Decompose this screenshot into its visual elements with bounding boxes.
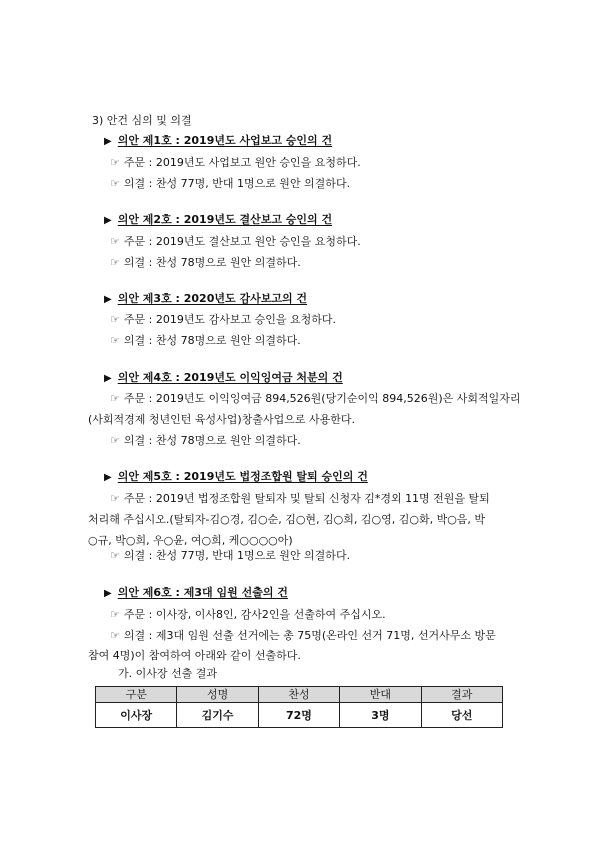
agenda-1-order-text: 주문 : 2019년도 사업보고 원안 승인을 요청하다. — [123, 156, 361, 169]
pointing-hand-icon: ☞ — [110, 434, 120, 447]
pointing-hand-icon: ☞ — [110, 549, 120, 562]
agenda-5-order-continued-2: ○규, 박○희, 우○윤, 여○희, 케○○○○아) — [88, 534, 293, 547]
agenda-2-heading-text: 의안 제2호 : 2019년도 결산보고 승인의 건 — [117, 213, 333, 226]
table-header-cell: 반대 — [340, 687, 421, 703]
table-header-cell: 결과 — [421, 687, 502, 703]
table-cell: 김기수 — [177, 703, 258, 728]
agenda-1-heading-text: 의안 제1호 : 2019년도 사업보고 승인의 건 — [117, 134, 333, 147]
agenda-1-heading — [104, 135, 332, 147]
agenda-5-resolution-text: 의결 : 찬성 77명, 반대 1명으로 원안 의결하다. — [123, 549, 351, 562]
agenda-3-order-text: 주문 : 2019년도 감사보고 승인을 요청하다. — [123, 313, 336, 326]
agenda-3-heading — [104, 293, 307, 305]
table-header-cell: 성명 — [177, 687, 258, 703]
table-header-cell: 구분 — [96, 687, 177, 703]
triangle-bullet-icon: ▶ — [104, 136, 112, 147]
agenda-6-resolution-continued: 참여 4명)이 참여하여 아래와 같이 선출하다. — [88, 649, 301, 662]
agenda-2-order-text: 주문 : 2019년도 결산보고 원안 승인을 요청하다. — [123, 235, 361, 248]
agenda-6-resolution-text: 의결 : 제3대 임원 선출 선거에는 총 75명(온라인 선거 71명, 선거사무소 방문 — [123, 629, 496, 642]
triangle-bullet-icon: ▶ — [104, 588, 112, 599]
pointing-hand-icon: ☞ — [110, 235, 120, 248]
agenda-6-heading-text: 의안 제6호 : 제3대 임원 선출의 건 — [117, 586, 288, 599]
agenda-5-heading — [104, 471, 368, 483]
pointing-hand-icon: ☞ — [110, 177, 120, 190]
agenda-4-order-text: 주문 : 2019년도 이익잉여금 894,526원(당기순이익 894,526원)은 사회적일자리 — [123, 392, 521, 405]
agenda-4-heading — [104, 372, 343, 384]
pointing-hand-icon: ☞ — [110, 313, 120, 326]
pointing-hand-icon: ☞ — [110, 492, 120, 505]
agenda-4-order — [110, 393, 521, 404]
agenda-3-resolution-text: 의결 : 찬성 78명으로 원안 의결하다. — [123, 334, 301, 347]
agenda-4-heading-text: 의안 제4호 : 2019년도 이익잉여금 처분의 건 — [117, 371, 343, 384]
agenda-1-order — [110, 157, 361, 168]
chairman-election-result-table — [95, 686, 503, 728]
agenda-5-order-continued-1: 처리해 주십시오.(탈퇴자-김○경, 김○순, 김○현, 김○희, 김○영, 김○화, 박○음, 박 — [88, 513, 486, 526]
agenda-4-resolution — [110, 435, 301, 446]
pointing-hand-icon: ☞ — [110, 256, 120, 269]
agenda-2-resolution-text: 의결 : 찬성 78명으로 원안 의결하다. — [123, 256, 301, 269]
agenda-4-order-continued: (사회적경제 청년인턴 육성사업)창출사업으로 사용한다. — [88, 413, 355, 426]
triangle-bullet-icon: ▶ — [104, 215, 112, 226]
pointing-hand-icon: ☞ — [110, 392, 120, 405]
table-header-cell: 찬성 — [258, 687, 339, 703]
section-title: 3) 안건 심의 및 의결 — [92, 114, 192, 127]
agenda-6-order-text: 주문 : 이사장, 이사8인, 감사2인을 선출하여 주십시오. — [123, 608, 386, 621]
agenda-2-resolution — [110, 257, 301, 268]
agenda-6-resolution — [110, 630, 496, 641]
chairman-result-subtitle: 가. 이사장 선출 결과 — [118, 667, 217, 680]
triangle-bullet-icon: ▶ — [104, 294, 112, 305]
agenda-3-heading-text: 의안 제3호 : 2020년도 감사보고의 건 — [117, 292, 308, 305]
agenda-6-order — [110, 609, 386, 620]
pointing-hand-icon: ☞ — [110, 608, 120, 621]
agenda-5-order — [110, 493, 490, 504]
pointing-hand-icon: ☞ — [110, 156, 120, 169]
agenda-1-resolution — [110, 178, 350, 189]
table-cell: 3명 — [340, 703, 421, 728]
triangle-bullet-icon: ▶ — [104, 373, 112, 384]
agenda-3-order — [110, 314, 336, 325]
table-header-row — [96, 687, 503, 703]
pointing-hand-icon: ☞ — [110, 334, 120, 347]
agenda-5-heading-text: 의안 제5호 : 2019년도 법정조합원 탈퇴 승인의 건 — [117, 470, 368, 483]
table-cell: 당선 — [421, 703, 502, 728]
table-cell: 이사장 — [96, 703, 177, 728]
agenda-3-resolution — [110, 335, 301, 346]
agenda-2-heading — [104, 214, 332, 226]
agenda-2-order — [110, 236, 361, 247]
agenda-4-resolution-text: 의결 : 찬성 78명으로 원안 의결하다. — [123, 434, 301, 447]
agenda-1-resolution-text: 의결 : 찬성 77명, 반대 1명으로 원안 의결하다. — [123, 177, 351, 190]
pointing-hand-icon: ☞ — [110, 629, 120, 642]
agenda-6-heading — [104, 587, 288, 599]
table-cell: 72명 — [258, 703, 339, 728]
agenda-5-order-text: 주문 : 2019년 법정조합원 탈퇴자 및 탈퇴 신청자 김*경외 11명 전원을 탈퇴 — [123, 492, 490, 505]
triangle-bullet-icon: ▶ — [104, 472, 112, 483]
agenda-5-resolution — [110, 550, 350, 561]
table-row — [96, 703, 503, 728]
